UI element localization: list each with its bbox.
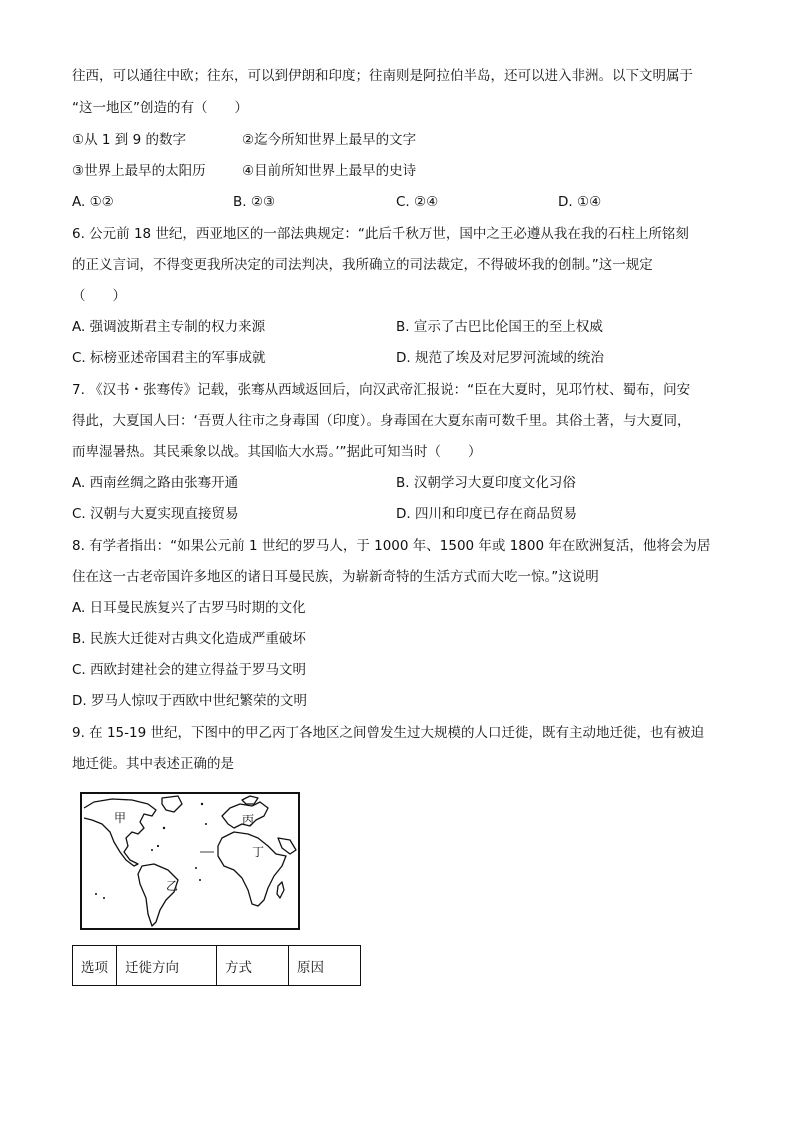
q5-item-2: ②迄今所知世界上最早的文字 xyxy=(242,132,417,148)
q9-stem-line-1: 9. 在 15-19 世纪，下图中的甲乙丙丁各地区之间曾发生过大规模的人口迁徙，既有主动地迁徙，也有被迫 xyxy=(72,725,704,741)
q5-stem-line-1: 往西，可以通往中欧；往东，可以到伊朗和印度；往南则是阿拉伯半岛，还可以进入非洲。以下文明属于 xyxy=(72,68,693,84)
world-map-figure xyxy=(80,792,300,930)
q6-stem-line-1: 6. 公元前 18 世纪，西亚地区的一部法典规定：“此后千秋万世，国中之王必遵从我在我的石柱上所铭刻 xyxy=(72,226,689,242)
q9-options-table xyxy=(72,945,361,986)
africa-shape xyxy=(218,832,286,906)
q7-options-row-1 xyxy=(72,474,722,492)
q6-option-c[interactable]: C. 标榜亚述帝国君主的军事成就 xyxy=(72,350,266,366)
q5-stem-line-2: “这一地区”创造的有（ ） xyxy=(72,100,248,116)
table-header-option: 选项 xyxy=(73,946,117,986)
q5-option-c[interactable]: C. ②④ xyxy=(396,194,439,210)
table-header-direction: 迁徙方向 xyxy=(117,946,217,986)
north-america-shape xyxy=(84,799,156,866)
scandinavia-shape xyxy=(242,796,258,804)
q6-option-a[interactable]: A. 强调波斯君主专制的权力来源 xyxy=(72,319,266,335)
arabia-shape xyxy=(278,838,296,854)
madagascar-shape xyxy=(277,882,284,898)
q6-option-d[interactable]: D. 规范了埃及对尼罗河流域的统治 xyxy=(396,350,604,366)
q8-option-a[interactable]: A. 日耳曼民族复兴了古罗马时期的文化 xyxy=(72,600,306,616)
q9-stem-line-2: 地迁徙。其中表述正确的是 xyxy=(72,756,234,772)
q6-option-b[interactable]: B. 宣示了古巴比伦国王的至上权威 xyxy=(396,319,603,335)
q5-item-4: ④目前所知世界上最早的史诗 xyxy=(242,163,417,179)
q8-option-d[interactable]: D. 罗马人惊叹于西欧中世纪繁荣的文明 xyxy=(72,693,307,709)
q5-option-d[interactable]: D. ①④ xyxy=(558,194,602,210)
q7-option-a[interactable]: A. 西南丝绸之路由张骞开通 xyxy=(72,475,239,491)
q8-stem-line-1: 8. 有学者指出：“如果公元前 1 世纪的罗马人，于 1000 年、1500 年或 1800 年在欧洲复活，他将会为居 xyxy=(72,538,711,554)
q7-option-d[interactable]: D. 四川和印度已存在商品贸易 xyxy=(396,506,577,522)
q7-option-b[interactable]: B. 汉朝学习大夏印度文化习俗 xyxy=(396,475,576,491)
q7-stem-line-1: 7. 《汉书・张骞传》记载，张骞从西域返回后，向汉武帝汇报说：“臣在大夏时，见邛竹杖、蜀布，问安 xyxy=(72,382,691,398)
q7-stem-line-3: 而卑湿暑热。其民乘象以战。其国临大水焉。’”据此可知当时（ ） xyxy=(72,444,482,460)
q5-item-1: ①从 1 到 9 的数字 xyxy=(72,132,186,148)
q6-stem-line-2: 的正义言词，不得变更我所决定的司法判决，我所确立的司法裁定，不得破坏我的创制。”这一规定 xyxy=(72,257,653,273)
q5-option-b[interactable]: B. ②③ xyxy=(233,194,276,210)
south-america-shape xyxy=(138,864,178,926)
table-header-row xyxy=(73,946,361,986)
table-header-method: 方式 xyxy=(217,946,289,986)
q7-option-c[interactable]: C. 汉朝与大夏实现直接贸易 xyxy=(72,506,239,522)
q7-stem-line-2: 得此，大夏国人曰：‘吾贾人往市之身毒国（印度）。身毒国在大夏东南可数千里。其俗土著，与大夏同， xyxy=(72,413,691,429)
map-label-jia: 甲 xyxy=(114,811,127,825)
q6-stem-line-3: （ ） xyxy=(72,288,126,304)
map-island-dots xyxy=(95,803,207,899)
q8-stem-line-2: 住在这一古老帝国许多地区的诸日耳曼民族，为崭新奇特的生活方式而大吃一惊。”这说明 xyxy=(72,569,599,585)
table-header-reason: 原因 xyxy=(289,946,361,986)
q6-options-row-2 xyxy=(72,349,722,367)
map-label-ding: 丁 xyxy=(252,845,265,859)
q6-options-row-1 xyxy=(72,318,722,336)
map-label-bing: 丙 xyxy=(242,813,255,827)
q7-options-row-2 xyxy=(72,505,722,523)
q8-option-c[interactable]: C. 西欧封建社会的建立得益于罗马文明 xyxy=(72,662,307,678)
q5-item-3: ③世界上最早的太阳历 xyxy=(72,163,206,179)
q8-option-b[interactable]: B. 民族大迁徙对古典文化造成严重破坏 xyxy=(72,631,306,647)
greenland-shape xyxy=(162,796,182,812)
map-label-yi: 乙 xyxy=(166,879,179,893)
q5-options xyxy=(72,193,722,211)
q5-option-a[interactable]: A. ①② xyxy=(72,194,114,210)
